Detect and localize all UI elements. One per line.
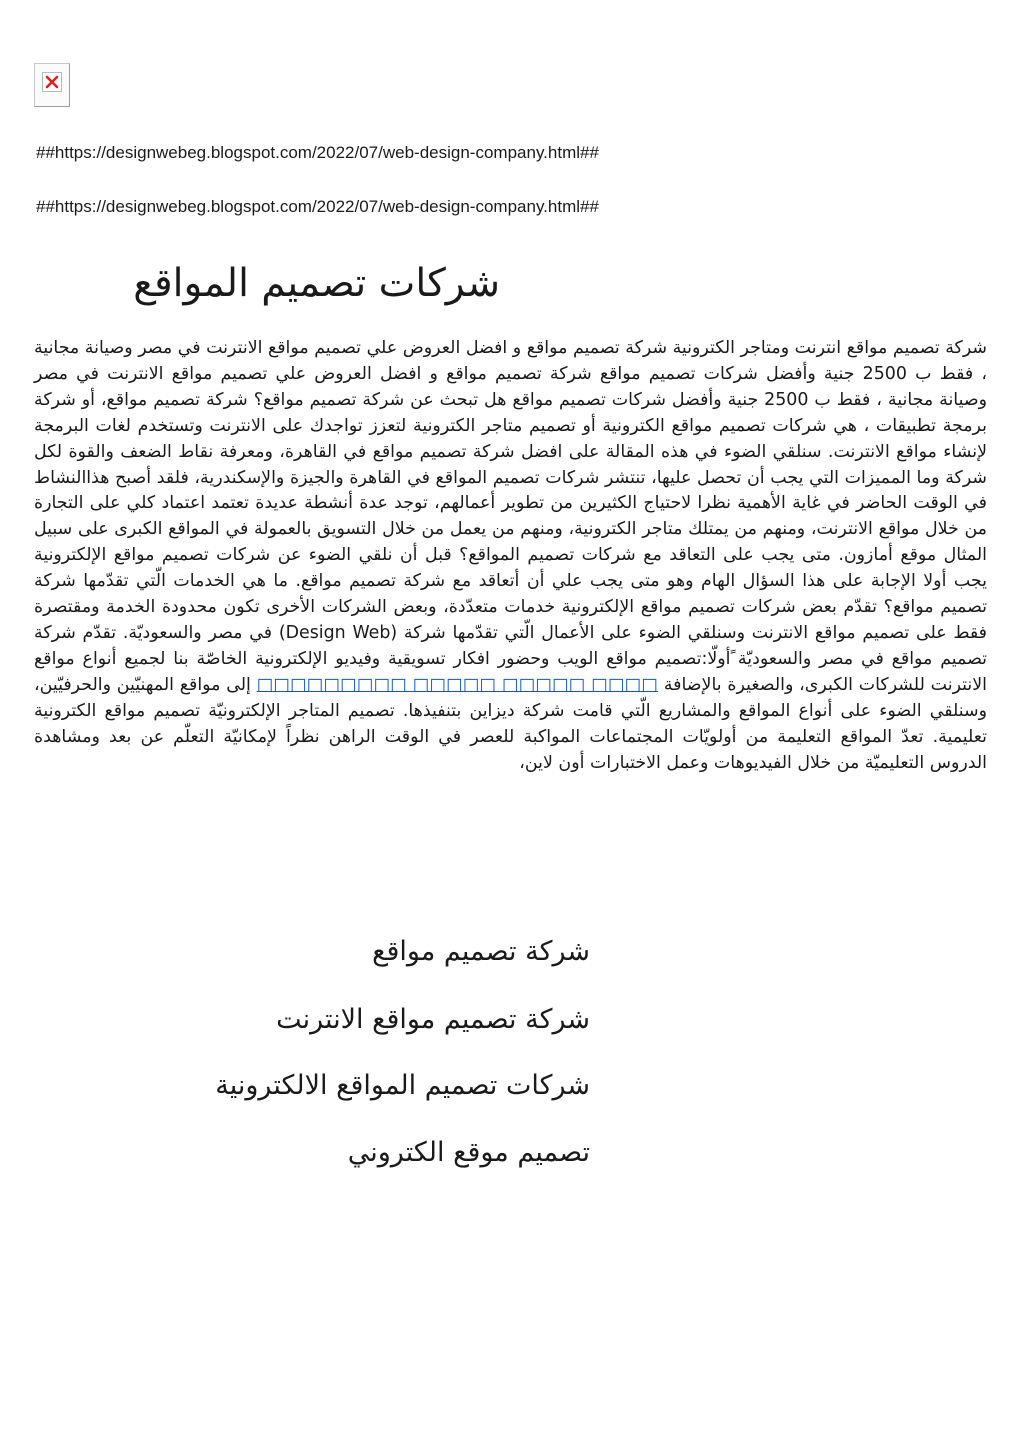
- subheading-3: [30, 1066, 590, 1106]
- subheading-2: [30, 1000, 590, 1040]
- page-title: شركات تصميم المواقع: [133, 261, 500, 306]
- broken-image-placeholder: [34, 63, 70, 107]
- article-body: [34, 336, 987, 776]
- subheading-4-text: تصميم موقع الكتروني: [347, 1137, 590, 1168]
- article-body-part-1: شركة تصميم مواقع انترنت ومتاجر الكترونية شركة تصميم مواقع و افضل العروض علي تصميم مواقع الانترنت في مصر وصيانة مجانية ، فقط ب 2500 جنية وأفضل شركات تصميم مواقع شركة تصميم مواقع و افضل العروض علي تصميم مواقع الانترنت في مصر وصيانة مجانية ، فقط ب 2500 جنية وأفضل شركات تصميم مواقع هل تبحث عن شركة تصميم مواقع؟ شركة تصميم مواقع، أو شركة برمجة تطبيقات ، هي شركات تصميم مواقع الكترونية أو تصميم متاجر الكترونية لتعزز تواجدك على الانترنت وتستخدم لغات البرمجة لإنشاء مواقع الانترنت. سنلقي الضوء في هذه المقالة على افضل شركة تصميم مواقع في القاهرة، ومعرفة نقاط الضعف والقوة لكل شركة وما المميزات التي يجب أن تحصل عليها، تنتشر شركات تصميم المواقع في القاهرة والجيزة والإسكندرية، فلقد أصبح هذاالنشاط في الوقت الحاضر في غاية الأهمية نظرا لاحتياج الكثيرين من تطوير أعمالهم، توجد عدة أنشطة عديدة تعتمد اعتماد كلي على التجارة من خلال مواقع الانترنت، ومنهم من يمتلك متاجر الكترونية، ومنهم من يعمل من خلال التسويق بالعمولة في المواقع الكبرى على سبيل المثال موقع أمازون. متى يجب على التعاقد مع شركات تصميم المواقع؟ قبل أن نلقي الضوء عن شركات تصميم مواقع الإلكترونية يجب أولا الإجابة على هذا السؤال الهام وهو متى يجب علي أن أتعاقد مع شركة تصميم مواقع. ما هي الخدمات الّتي تقدّمها شركة تصميم مواقع؟ تقدّم بعض شركات تصميم مواقع الإلكترونية خدمات متعدّدة، وبعض الشركات الأخرى تكون محدودة الخدمة ومقتصرة فقط على تصميم مواقع الانترنت وسنلقي الضوء على الأعمال الّتي تقدّمها شركة (Design Web) في مصر والسعوديّة. تقدّم شركة تصميم مواقع في مصر والسعوديّة ًأولّا:تصميم مواقع الويب وحضور افكار تسويقية وفيديو الإلكترونية الخاصّة بنا لجميع أنواع مواقع الانترنت للشركات الكبرى، والصغيرة بالإضافة: [34, 338, 988, 695]
- source-url-top[interactable]: ##https://designwebeg.blogspot.com/2022/07/web-design-company.html##: [36, 143, 599, 162]
- article-body-part-2: إلى مواقع المهنيّين والحرفيّين، وسنلقي الضوء على أنواع المواقع والمشاريع الّتي قامت شركة ديزاين بتنفيذها. تصميم المتاجر الإلكترونيّة تصميم مواقع الكترونية تعليمية. تعدّ المواقع التعليمة من أولويّات المجتماعات المواكبة للعصر في الوقت الراهن نظراً لإمكانيّة التعلّم عن بعد ومشاهدة الدروس التعليميّة من خلال الفيديوهات وعمل الاختبارات أون لاين،: [34, 674, 987, 773]
- inline-link[interactable]: □□□□ □□□□□ □□□□□ □□□□□□□□□: [256, 674, 659, 695]
- source-url-second[interactable]: ##https://designwebeg.blogspot.com/2022/07/web-design-company.html##: [36, 197, 599, 216]
- subheading-2-text: شركة تصميم مواقع الانترنت: [276, 1004, 590, 1035]
- subheading-1: [30, 932, 590, 972]
- subheading-4: [30, 1133, 590, 1173]
- broken-image-icon: [42, 72, 62, 92]
- subheading-3-text: شركات تصميم المواقع الالكترونية: [215, 1070, 590, 1101]
- subheading-1-text: شركة تصميم مواقع: [372, 936, 590, 967]
